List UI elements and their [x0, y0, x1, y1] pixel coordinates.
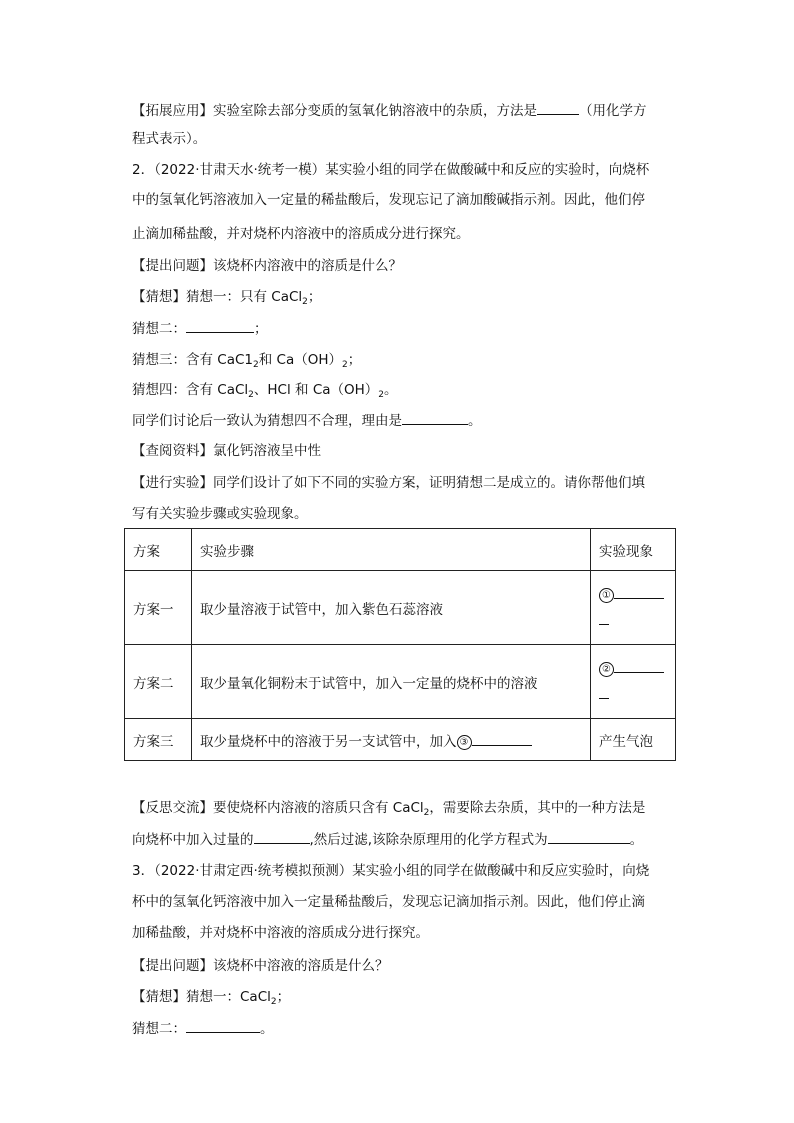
q2-guess-3: 猜想三：含有 $CaC1_2$和 $Ca(OH)_2$；	[132, 352, 362, 370]
phenomenon-cell: 产生气泡	[591, 719, 676, 761]
q2-guess-2: 猜想二： ；	[132, 318, 268, 339]
experiment-table	[124, 528, 676, 761]
text: 【拓展应用】实验室除去部分变质的氢氧化钠溶液中的杂质，方法是	[132, 103, 537, 119]
circled-number: ③	[457, 735, 472, 750]
q2-reflect-2: 向烧杯中加入过量的 ,然后过滤,该除杂原理用的化学方程式为 。	[132, 829, 643, 850]
circled-number: ②	[599, 662, 614, 677]
q2-question: 【提出问题】该烧杯内溶液中的溶质是什么？	[132, 258, 402, 274]
q2-intro-3: 止滴加稀盐酸，并对烧杯内溶液中的溶质成分进行探究。	[132, 226, 470, 242]
answer-blank[interactable]	[548, 829, 630, 844]
step-cell: 取少量氧化铜粉末于试管中，加入一定量的烧杯中的溶液	[192, 645, 591, 719]
q2-experiment-2: 写有关实验步骤或实验现象。	[132, 506, 308, 522]
plan-cell: 方案一	[125, 571, 192, 645]
q2-reflect-1: 【反思交流】要使烧杯内溶液的溶质只含有 CaCl$_2$，需要除去杂质，其中的一种方法是	[132, 800, 646, 818]
q3-guess-2: 猜想二： 。	[132, 1018, 274, 1039]
q2-discuss: 同学们讨论后一致认为猜想四不合理，理由是 。	[132, 410, 482, 431]
line-extension-application	[132, 100, 647, 121]
answer-blank[interactable]	[599, 610, 609, 625]
q3-intro-2: 杯中的氢氧化钙溶液中加入一定量稀盐酸后，发现忘记滴加指示剂。因此，他们停止滴	[132, 894, 645, 910]
text: 程式表示）。	[132, 131, 207, 147]
q2-intro-2: 中的氢氧化钙溶液加入一定量的稀盐酸后，发现忘记了滴加酸碱指示剂。因此，他们停	[132, 192, 645, 208]
answer-blank[interactable]	[254, 829, 310, 844]
answer-blank[interactable]	[186, 1018, 260, 1033]
phenomenon-cell	[591, 571, 676, 645]
q2-guess-1: 【猜想】猜想一：只有 CaCl$_2$；	[132, 289, 322, 307]
table-row	[125, 719, 676, 761]
answer-blank[interactable]	[614, 584, 664, 599]
phenomenon-cell	[591, 645, 676, 719]
circled-number: ①	[599, 588, 614, 603]
q2-experiment-1: 【进行实验】同学们设计了如下不同的实验方案，证明猜想二是成立的。请你帮他们填	[132, 475, 645, 491]
answer-blank[interactable]	[472, 731, 532, 746]
header-cell: 方案	[125, 529, 192, 571]
header-cell: 实验步骤	[192, 529, 591, 571]
answer-blank[interactable]	[402, 410, 468, 425]
q3-intro-3: 加稀盐酸，并对烧杯中溶液的溶质成分进行探究。	[132, 925, 429, 941]
q2-reference: 【查阅资料】氯化钙溶液呈中性	[132, 443, 321, 459]
step-cell: 取少量烧杯中的溶液于另一支试管中，加入 ③	[192, 719, 591, 761]
q2-guess-4: 猜想四：含有 CaCl$_2$、HCl 和 $Ca(OH)_2$。	[132, 382, 398, 400]
q2-intro-1: 2．（2022·甘肃天水·统考一模）某实验小组的同学在做酸碱中和反应的实验时，向烧杯	[132, 162, 650, 178]
line	[132, 129, 206, 149]
step-cell: 取少量溶液于试管中，加入紫色石蕊溶液	[192, 571, 591, 645]
table-header-row	[125, 529, 676, 571]
answer-blank[interactable]	[186, 318, 254, 333]
text: （用化学方	[579, 103, 647, 119]
answer-blank[interactable]	[537, 100, 579, 115]
q3-question: 【提出问题】该烧杯中溶液的溶质是什么？	[132, 958, 389, 974]
answer-blank[interactable]	[614, 658, 664, 673]
header-cell: 实验现象	[591, 529, 676, 571]
answer-blank[interactable]	[599, 684, 609, 699]
q3-intro-1: 3．（2022·甘肃定西·统考模拟预测）某实验小组的同学在做酸碱中和反应实验时，向烧	[132, 863, 650, 879]
q3-guess-1: 【猜想】猜想一：CaCl$_2$；	[132, 989, 291, 1007]
plan-cell: 方案二	[125, 645, 192, 719]
table-row	[125, 645, 676, 719]
table-row	[125, 571, 676, 645]
plan-cell: 方案三	[125, 719, 192, 761]
